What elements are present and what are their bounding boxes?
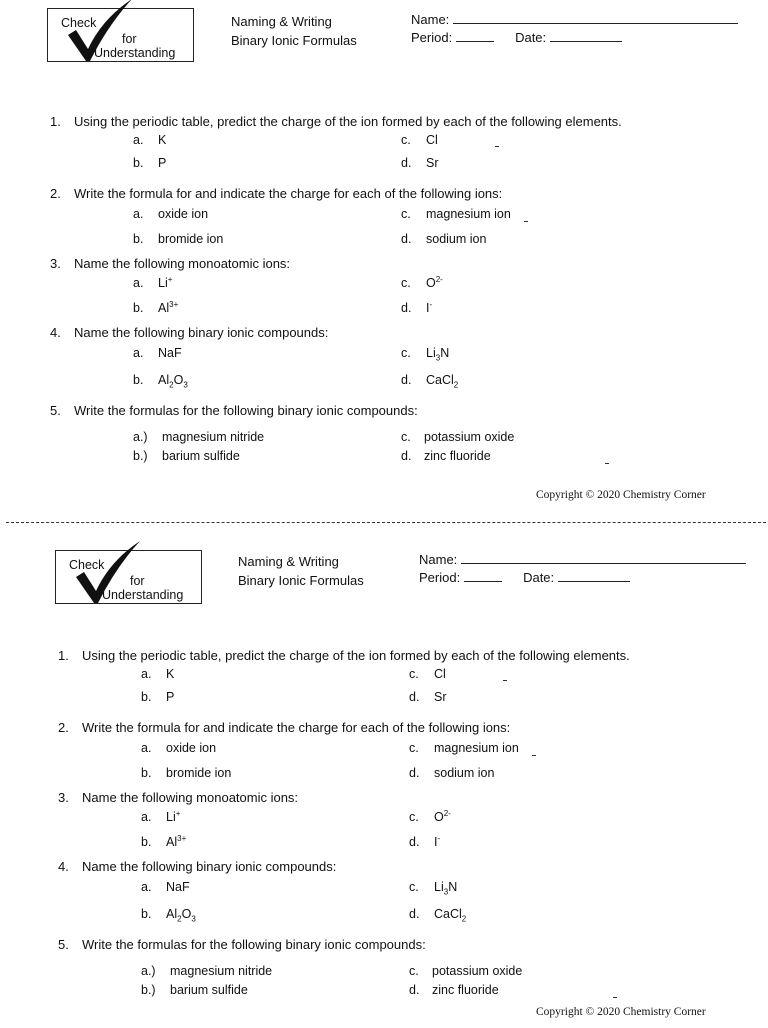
q4-item-d: d. CaCl$_2$ bbox=[401, 373, 459, 390]
q3-item-a: a. Li+ bbox=[141, 808, 181, 824]
q5-item-d: d. zinc fluoride bbox=[401, 449, 491, 463]
name-blank[interactable] bbox=[453, 12, 738, 24]
worksheet-title bbox=[238, 552, 364, 590]
q4-item-a: a. NaF bbox=[133, 346, 182, 360]
q5-item-c: c. potassium oxide bbox=[409, 964, 523, 978]
name-field[interactable] bbox=[411, 12, 738, 27]
logo-word-understanding: Understanding bbox=[102, 588, 184, 602]
question-1: 1. Using the periodic table, predict the charge of the ion formed by each of the following elements. bbox=[58, 648, 630, 663]
q1-item-c: c. Cl bbox=[409, 667, 446, 681]
q2-item-d: d. sodium ion bbox=[409, 766, 495, 780]
check-for-understanding-logo bbox=[47, 8, 194, 62]
question-4-text: Name the following binary ionic compounds: bbox=[82, 859, 337, 874]
date-blank[interactable] bbox=[558, 570, 630, 582]
q3-item-b: b. $Al^{3+}$ bbox=[133, 299, 179, 315]
worksheet-bottom bbox=[0, 528, 768, 1028]
q4-item-c: c. $Li_3N$ bbox=[401, 346, 450, 363]
stray-mark bbox=[605, 463, 609, 464]
q5-item-b: b.) barium sulfide bbox=[141, 983, 248, 997]
question-3: 3. Name the following monoatomic ions: bbox=[58, 790, 299, 805]
q2-item-a: a. oxide ion bbox=[141, 741, 217, 755]
q3-item-c: c. $O^{2-}$ bbox=[409, 808, 451, 824]
copyright-notice: Copyright © 2020 Chemistry Corner bbox=[536, 489, 706, 501]
question-2: 2. Write the formula for and indicate the charge for each of the following ions: bbox=[50, 186, 503, 201]
q2-item-d: d. sodium ion bbox=[401, 232, 487, 246]
q4-item-c: c. $Li_3N$ bbox=[409, 880, 458, 897]
question-2-text: Write the formula for and indicate the charge for each of the following ions: bbox=[82, 720, 511, 735]
question-5-text: Write the formulas for the following binary ionic compounds: bbox=[74, 403, 418, 418]
stray-mark bbox=[524, 221, 528, 222]
copyright-notice: Copyright © 2020 Chemistry Corner bbox=[536, 1006, 706, 1018]
q1-item-b: b. P bbox=[133, 156, 167, 170]
q3-item-d: d. I- bbox=[401, 299, 433, 315]
question-1: 1. Using the periodic table, predict the charge of the ion formed by each of the following elements. bbox=[50, 114, 622, 129]
q5-item-a: a.) magnesium nitride bbox=[141, 964, 273, 978]
title-line-2: Binary Ionic Formulas bbox=[231, 33, 357, 48]
period-date-field[interactable] bbox=[411, 30, 622, 45]
question-3-text: Name the following monoatomic ions: bbox=[74, 256, 291, 271]
q2-item-c: c. magnesium ion bbox=[401, 207, 511, 221]
period-blank[interactable] bbox=[464, 570, 502, 582]
title-line-1: Naming & Writing bbox=[231, 14, 332, 29]
stray-mark bbox=[503, 680, 507, 681]
stray-mark bbox=[613, 997, 617, 998]
period-label: Period: bbox=[411, 30, 453, 45]
q4-item-b: b. $Al_2O_3$ bbox=[133, 373, 188, 390]
q2-item-b: b. bromide ion bbox=[141, 766, 232, 780]
cut-line-divider bbox=[6, 522, 766, 523]
logo-word-check: Check bbox=[61, 16, 97, 30]
question-3-text: Name the following monoatomic ions: bbox=[82, 790, 299, 805]
q1-item-a: a. K bbox=[133, 133, 167, 147]
question-1-text: Using the periodic table, predict the charge of the ion formed by each of the following elements. bbox=[74, 114, 622, 129]
date-label: Date: bbox=[523, 570, 555, 585]
question-5-text: Write the formulas for the following binary ionic compounds: bbox=[82, 937, 426, 952]
period-blank[interactable] bbox=[456, 30, 494, 42]
q1-item-b: b. P bbox=[141, 690, 175, 704]
stray-mark bbox=[532, 755, 536, 756]
q3-item-a: a. Li+ bbox=[133, 274, 173, 290]
q4-item-b: b. $Al_2O_3$ bbox=[141, 907, 196, 924]
q4-item-a: a. NaF bbox=[141, 880, 190, 894]
period-label: Period: bbox=[419, 570, 461, 585]
name-label: Name: bbox=[419, 552, 458, 567]
q3-item-b: b. $Al^{3+}$ bbox=[141, 833, 187, 849]
date-blank[interactable] bbox=[550, 30, 622, 42]
question-2: 2. Write the formula for and indicate the charge for each of the following ions: bbox=[58, 720, 511, 735]
question-5: 5. Write the formulas for the following binary ionic compounds: bbox=[58, 937, 426, 952]
question-2-text: Write the formula for and indicate the charge for each of the following ions: bbox=[74, 186, 503, 201]
worksheet-title bbox=[231, 12, 357, 50]
q5-item-c: c. potassium oxide bbox=[401, 430, 515, 444]
q2-item-a: a. oxide ion bbox=[133, 207, 209, 221]
q3-item-d: d. I- bbox=[409, 833, 441, 849]
date-label: Date: bbox=[515, 30, 547, 45]
q5-item-d: d. zinc fluoride bbox=[409, 983, 499, 997]
logo-word-for: for bbox=[130, 574, 145, 588]
question-4: 4. Name the following binary ionic compounds: bbox=[58, 859, 337, 874]
question-1-text: Using the periodic table, predict the charge of the ion formed by each of the following elements. bbox=[82, 648, 630, 663]
period-date-field[interactable] bbox=[419, 570, 630, 585]
question-4: 4. Name the following binary ionic compounds: bbox=[50, 325, 329, 340]
title-line-2: Binary Ionic Formulas bbox=[238, 573, 364, 588]
question-5: 5. Write the formulas for the following binary ionic compounds: bbox=[50, 403, 418, 418]
title-line-1: Naming & Writing bbox=[238, 554, 339, 569]
stray-mark bbox=[495, 146, 499, 147]
name-label: Name: bbox=[411, 12, 450, 27]
worksheet-top bbox=[0, 0, 768, 500]
logo-word-understanding: Understanding bbox=[94, 46, 176, 60]
q2-item-c: c. magnesium ion bbox=[409, 741, 519, 755]
q1-item-d: d. Sr bbox=[409, 690, 447, 704]
logo-word-check: Check bbox=[69, 558, 105, 572]
logo-word-for: for bbox=[122, 32, 137, 46]
q3-item-c: c. $O^{2-}$ bbox=[401, 274, 443, 290]
q1-item-d: d. Sr bbox=[401, 156, 439, 170]
q1-item-a: a. K bbox=[141, 667, 175, 681]
question-4-text: Name the following binary ionic compounds: bbox=[74, 325, 329, 340]
q5-item-b: b.) barium sulfide bbox=[133, 449, 240, 463]
q1-item-c: c. Cl bbox=[401, 133, 438, 147]
q5-item-a: a.) magnesium nitride bbox=[133, 430, 265, 444]
question-3: 3. Name the following monoatomic ions: bbox=[50, 256, 291, 271]
q4-item-d: d. CaCl$_2$ bbox=[409, 907, 467, 924]
name-field[interactable] bbox=[419, 552, 746, 567]
check-for-understanding-logo bbox=[55, 550, 202, 604]
name-blank[interactable] bbox=[461, 552, 746, 564]
q2-item-b: b. bromide ion bbox=[133, 232, 224, 246]
